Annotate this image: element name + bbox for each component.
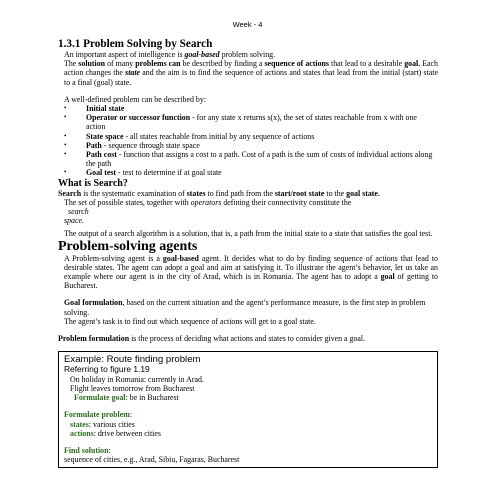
well-defined-intro: A well-defined problem can be described by:	[64, 94, 206, 104]
list-item: • Path - sequence through state space	[64, 140, 200, 150]
bullet-icon: •	[64, 150, 67, 159]
problem-formulation-paragraph: Problem formulation is the process of deciding what actions and states to consider given a goal.	[58, 334, 366, 344]
list-item: • State space - all states reachable from initial by any sequence of actions	[64, 131, 315, 141]
example-states: states: various cities	[70, 419, 135, 429]
bullet-icon: •	[64, 140, 67, 149]
list-item: • Operator or successor function - for any state x returns s(x), the set of states reachable from x with one action	[64, 113, 417, 132]
page-content	[58, 38, 438, 468]
bullet-icon: •	[64, 113, 67, 122]
example-line-flight: Flight leaves tomorrow from Bucharest	[70, 383, 195, 393]
agent-task-paragraph: The agent’s task is to find out which sequence of actions will get to a goal state.	[64, 316, 316, 326]
section-title: 1.3.1 Problem Solving by Search	[58, 38, 213, 50]
solution-paragraph: The solution of many problems can be described by finding a sequence of actions that lead to a desirable goal. Each action changes the state and the aim is to find the sequence of actions and states that lead from the initial (start) state to a final (goal) state.	[64, 59, 439, 87]
example-find-solution: Find solution:	[64, 446, 111, 455]
week-header: Week - 4	[232, 20, 263, 29]
example-title: Example: Route finding problem	[64, 354, 201, 366]
intro-paragraph: An important aspect of intelligence is goal-based problem solving.	[64, 50, 276, 59]
list-item: • Initial state	[64, 104, 125, 114]
goal-formulation-paragraph: Goal formulation, based on the current situation and the agent’s performance measure, is the first step in problem solving.	[64, 298, 426, 317]
list-item: • Goal test - test to determine if at goal state	[64, 168, 222, 178]
example-actions: actions: drive between cities	[70, 428, 161, 438]
search-definition: Search is the systematic examination of states to find path from the start/root state to the goal state.	[58, 188, 380, 198]
bullet-icon: •	[64, 104, 67, 113]
what-is-search-heading: What is Search?	[58, 177, 128, 189]
example-line-holiday: On holiday in Romania: currently in Arad.	[70, 374, 204, 384]
problem-definition-list	[58, 104, 438, 178]
example-solution-text: sequence of cities, e.g., Arad, Sibiu, Fagaras, Bucharest	[64, 455, 240, 465]
bullet-icon: •	[64, 131, 67, 140]
bullet-icon: •	[64, 168, 67, 177]
example-formulate-goal: Formulate goal: be in Bucharest	[74, 393, 179, 403]
example-formulate-problem: Formulate problem:	[64, 410, 133, 420]
list-item: • Path cost - function that assigns a cost to a path. Cost of a path is the sum of costs of individual actions along the path	[64, 150, 433, 169]
search-output-paragraph: The output of a search algorithm is a solution, that is, a path from the initial state to a state that satisfies the goal test.	[64, 229, 433, 239]
search-space-paragraph: The set of possible states, together with operators defining their connectivity constitute the search space.	[64, 197, 352, 226]
example-box	[58, 351, 438, 468]
agents-heading: Problem-solving agents	[58, 238, 198, 254]
example-subtitle: Referring to figure 1.19	[64, 364, 150, 375]
agents-paragraph: A Problem-solving agent is a goal-based agent. It decides what to do by finding sequence of actions that lead to desirable states. The agent can adopt a goal and aim at satisfying it. To illustrate the agent’s behavior, let us take an example where our agent is in the city of Arad, which is in Romania. The agent has to adopt a goal of getting to Bucharest.	[64, 253, 438, 291]
